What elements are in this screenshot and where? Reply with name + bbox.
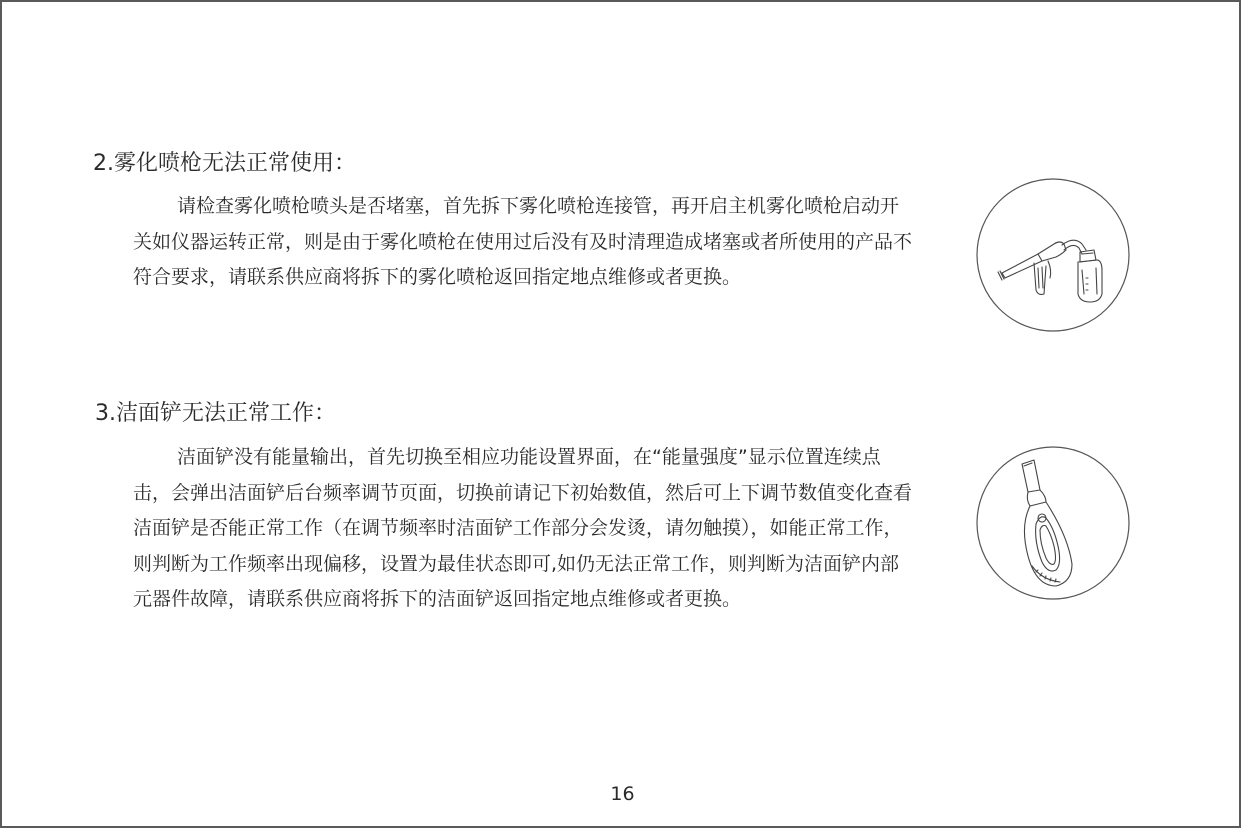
- section-heading-spray-gun: 2.雾化喷枪无法正常使用：: [93, 151, 356, 176]
- section-body-spray-gun: 请检查雾化喷枪喷头是否堵塞，首先拆下雾化喷枪连接管，再开启主机雾化喷枪启动开关如仪器运转正常，则是由于雾化喷枪在使用过后没有及时清理造成堵塞或者所使用的产品不符合要求，请联系供应商将拆下的雾化喷枪返回指定地点维修或者更换。: [133, 195, 913, 288]
- skin-scrubber-icon: [976, 446, 1130, 600]
- spray-gun-icon: [976, 178, 1130, 332]
- section-body-skin-scrubber: 洁面铲没有能量输出，首先切换至相应功能设置界面，在“能量强度”显示位置连续点击，会弹出洁面铲后台频率调节页面，切换前请记下初始数值，然后可上下调节数值变化查看洁面铲是否能正常工作（在调节频率时洁面铲工作部分会发烫，请勿触摸），如能正常工作，则判断为工作频率出现偏移，设置为最佳状态即可,如仍无法正常工作，则判断为洁面铲内部元器件故障，请联系供应商将拆下的洁面铲返回指定地点维修或者更换。: [133, 446, 913, 610]
- page-number: 16: [610, 783, 635, 805]
- section-heading-skin-scrubber: 3.洁面铲无法正常工作：: [95, 401, 336, 426]
